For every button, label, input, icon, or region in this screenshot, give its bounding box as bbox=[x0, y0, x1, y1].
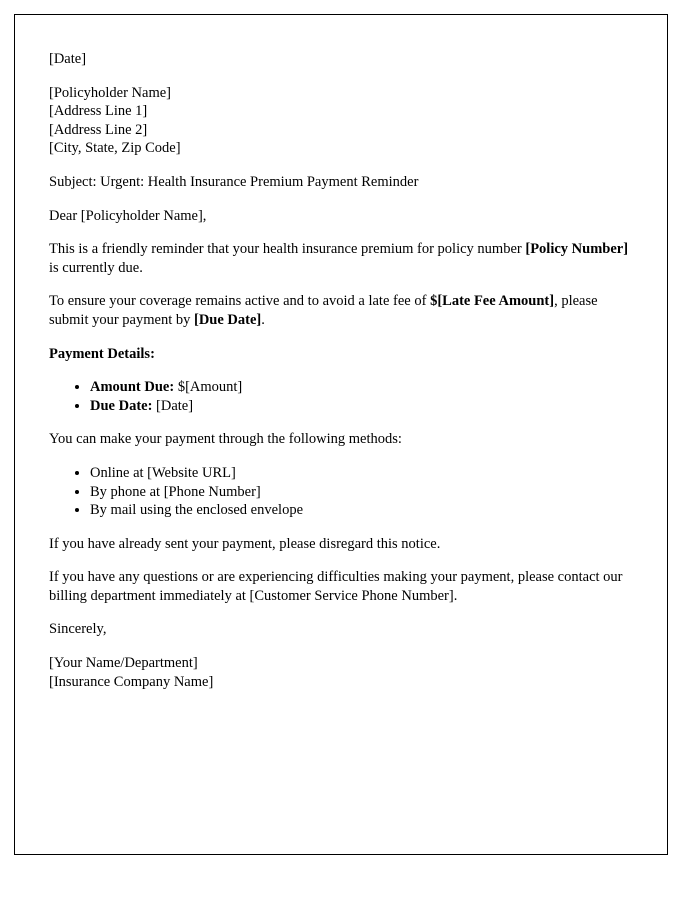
method-mail-item: • By mail using the enclosed envelope bbox=[90, 501, 633, 520]
recipient-address-line-1: [Address Line 1] bbox=[49, 103, 148, 120]
amount-due-value: $[Amount] bbox=[174, 379, 243, 396]
payment-methods-list bbox=[49, 464, 633, 520]
signature-company-name: [Insurance Company Name] bbox=[49, 673, 214, 690]
method-phone-item: • By phone at [Phone Number] bbox=[90, 483, 633, 502]
recipient-address-line-2: [Address Line 2] bbox=[49, 121, 148, 138]
paragraph-late-fee bbox=[49, 292, 633, 329]
amount-due-label: Amount Due: bbox=[90, 379, 175, 396]
questions-note: If you have any questions or are experiencing difficulties making your payment, please contact our billing department immediately at [Customer Service Phone Number]. bbox=[49, 569, 623, 604]
late-fee-amount-placeholder: $[Late Fee Amount] bbox=[430, 293, 555, 310]
recipient-block bbox=[49, 84, 633, 158]
late-fee-text-end: . bbox=[261, 311, 265, 328]
signature-name-department: [Your Name/Department] bbox=[49, 655, 198, 672]
policy-number-placeholder: [Policy Number] bbox=[525, 241, 629, 258]
closing: Sincerely, bbox=[49, 621, 107, 638]
letter-frame bbox=[14, 14, 668, 855]
late-fee-text-start: To ensure your coverage remains active and to avoid a late fee of bbox=[49, 293, 431, 310]
paragraph-reminder bbox=[49, 240, 633, 277]
due-date-item bbox=[90, 397, 633, 416]
signature-block bbox=[49, 654, 633, 691]
date-line: [Date] bbox=[49, 51, 87, 67]
due-date-label: Due Date: bbox=[90, 397, 153, 414]
subject-line: Subject: Urgent: Health Insurance Premium Payment Reminder bbox=[49, 173, 419, 190]
method-online-item: • Online at [Website URL] bbox=[90, 464, 633, 483]
payment-details-list bbox=[49, 378, 633, 415]
due-date-placeholder: [Due Date] bbox=[194, 311, 262, 328]
methods-intro: You can make your payment through the following methods: bbox=[49, 431, 402, 448]
late-fee-text-middle: , please submit your payment by bbox=[49, 293, 598, 328]
amount-due-item bbox=[90, 378, 633, 397]
recipient-name: [Policyholder Name] bbox=[49, 84, 172, 101]
due-date-value: [Date] bbox=[152, 397, 194, 414]
recipient-city-state-zip: [City, State, Zip Code] bbox=[49, 140, 181, 157]
payment-details-heading: Payment Details: bbox=[49, 345, 155, 362]
reminder-text-end: is currently due. bbox=[49, 259, 143, 276]
reminder-text-start: This is a friendly reminder that your health insurance premium for policy number bbox=[49, 241, 526, 258]
salutation: Dear [Policyholder Name], bbox=[49, 207, 207, 224]
disregard-note: If you have already sent your payment, please disregard this notice. bbox=[49, 535, 441, 552]
